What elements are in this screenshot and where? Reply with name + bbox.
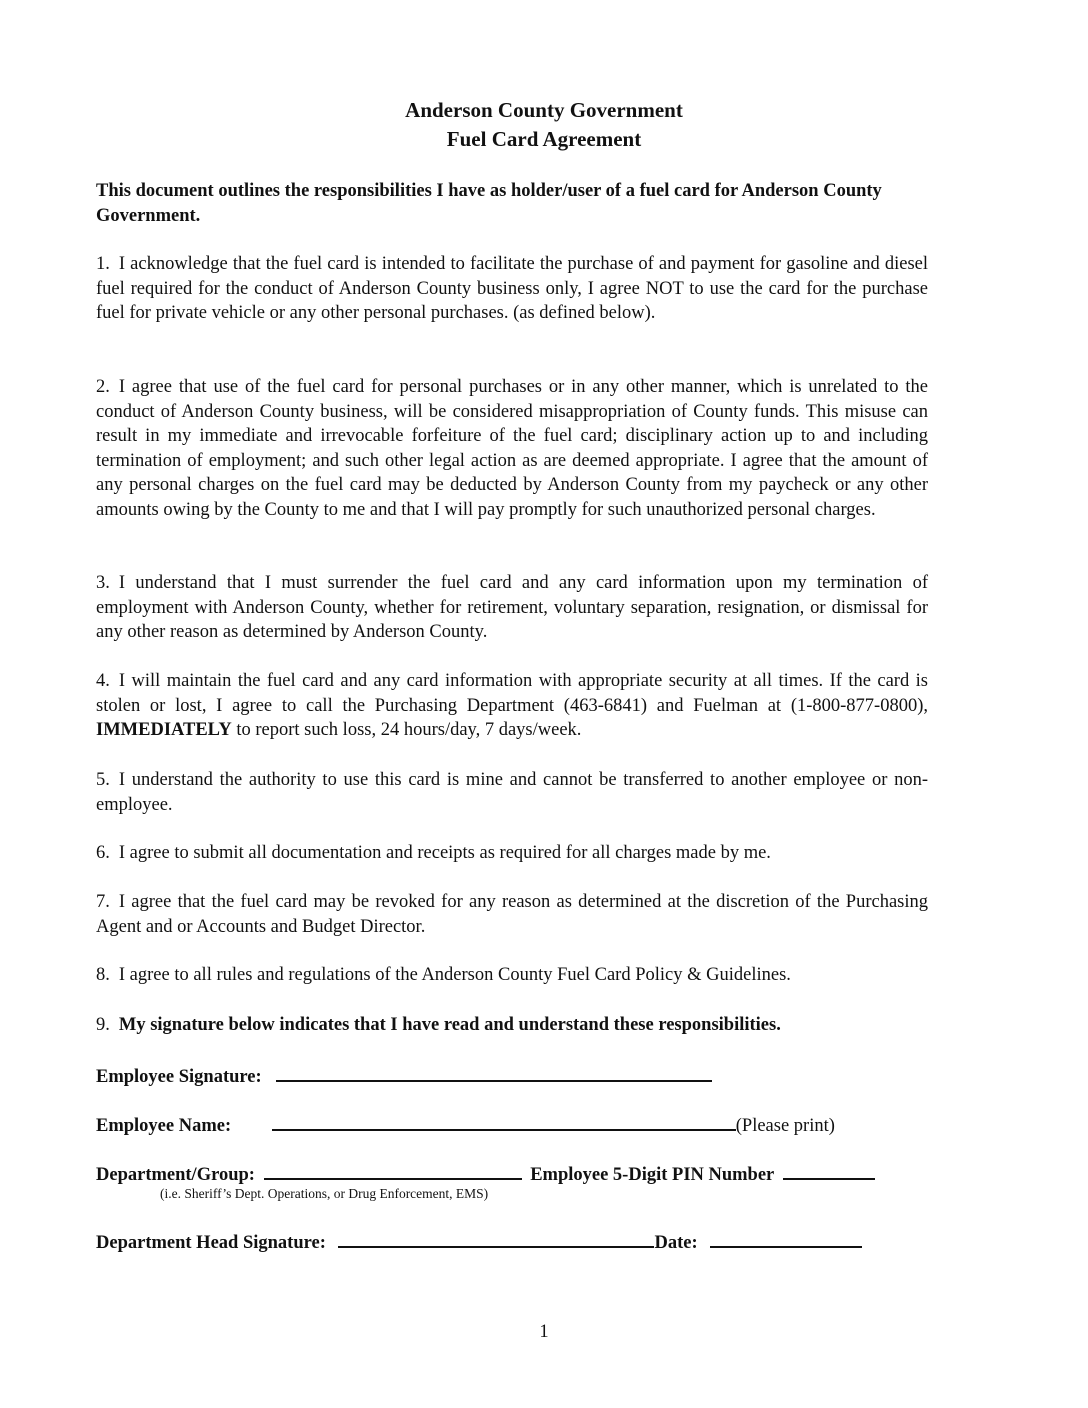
clause-text: I will maintain the fuel card and any card information with appropriate security at all times. If the card is stolen or lost, I agree to call the Purchasing Department (463-6841) and Fuelman at (1-800-877-0800), [96, 671, 928, 716]
clause-number: 1. [96, 254, 110, 274]
clause-4 [96, 669, 928, 743]
employee-name-label: Employee Name: [96, 1116, 232, 1136]
clause-number: 3. [96, 573, 110, 593]
dept-head-row [96, 1228, 862, 1255]
clause-emphasis: IMMEDIATELY [96, 720, 232, 740]
date-label: Date: [654, 1233, 698, 1253]
department-label: Department/Group: [96, 1165, 255, 1185]
employee-signature-label: Employee Signature: [96, 1067, 262, 1087]
clause-text: I understand the authority to use this card is mine and cannot be transferred to another employee or non-employee. [96, 770, 928, 815]
clause-text: I understand that I must surrender the fuel card and any card information upon my termination of employment with Anderson County, whether for retirement, voluntary separation, resignation, or dismissal for any other reason as determined by Anderson County. [96, 573, 928, 642]
pin-label: Employee 5-Digit PIN Number [530, 1165, 775, 1185]
dept-head-signature-field[interactable] [338, 1228, 654, 1248]
clause-5 [96, 768, 928, 817]
clause-text: My signature below indicates that I have read and understand these responsibilities. [118, 1015, 781, 1035]
clause-number: 7. [96, 892, 110, 912]
clause-1 [96, 252, 928, 326]
clause-text: I agree to all rules and regulations of the Anderson County Fuel Card Policy & Guidelines. [118, 965, 791, 985]
clause-number: 9. [96, 1015, 110, 1035]
clause-number: 5. [96, 770, 110, 790]
employee-signature-field[interactable] [276, 1062, 712, 1082]
clause-text: I agree to submit all documentation and receipts as required for all charges made by me. [118, 843, 771, 863]
department-field[interactable] [264, 1160, 522, 1180]
clause-8 [96, 963, 928, 988]
employee-name-field[interactable] [272, 1111, 736, 1131]
clause-number: 8. [96, 965, 110, 985]
clause-text: I agree that use of the fuel card for personal purchases or in any other manner, which is unrelated to the conduct of Anderson County business, will be considered misappropriation of County funds. This misuse can result in my immediate and irrevocable forfeiture of the fuel card; disciplinary action up to and including termination of employment; and such other legal action as are deemed appropriate. I agree that the amount of any personal charges on the fuel card may be deducted by Anderson County from my paycheck or any other amounts owing by the County to me and that I will pay promptly for such unauthorized personal charges. [96, 377, 928, 520]
employee-signature-row [96, 1062, 712, 1089]
dept-head-signature-label: Department Head Signature: [96, 1233, 326, 1253]
clause-number: 2. [96, 377, 110, 397]
please-print-note: (Please print) [735, 1116, 835, 1136]
department-row [96, 1160, 875, 1187]
clause-text: I acknowledge that the fuel card is intended to facilitate the purchase of and payment for gasoline and diesel fuel required for the conduct of Anderson County business only, I agree NOT to use the card for the purchase fuel for private vehicle or any other personal purchases. (as defined below). [96, 254, 928, 323]
date-field[interactable] [710, 1228, 862, 1248]
clause-2 [96, 375, 928, 522]
document-title: Fuel Card Agreement [446, 127, 642, 151]
pin-field[interactable] [783, 1160, 875, 1180]
page-number: 1 [539, 1322, 549, 1342]
clause-text: to report such loss, 24 hours/day, 7 days/week. [231, 720, 582, 740]
department-hint: (i.e. Sheriff’s Dept. Operations, or Drug Enforcement, EMS) [160, 1186, 489, 1201]
clause-number: 4. [96, 671, 110, 691]
clause-7 [96, 890, 928, 939]
intro-text: This document outlines the responsibilities I have as holder/user of a fuel card for Anderson County Government. [96, 181, 882, 226]
clause-text: I agree that the fuel card may be revoked for any reason as determined at the discretion of the Purchasing Agent and or Accounts and Budget Director. [96, 892, 928, 937]
clause-9 [96, 1013, 928, 1038]
clause-number: 6. [96, 843, 110, 863]
clause-3 [96, 571, 928, 645]
org-title: Anderson County Government [405, 98, 683, 122]
clause-6 [96, 841, 928, 866]
employee-name-row [96, 1111, 835, 1138]
